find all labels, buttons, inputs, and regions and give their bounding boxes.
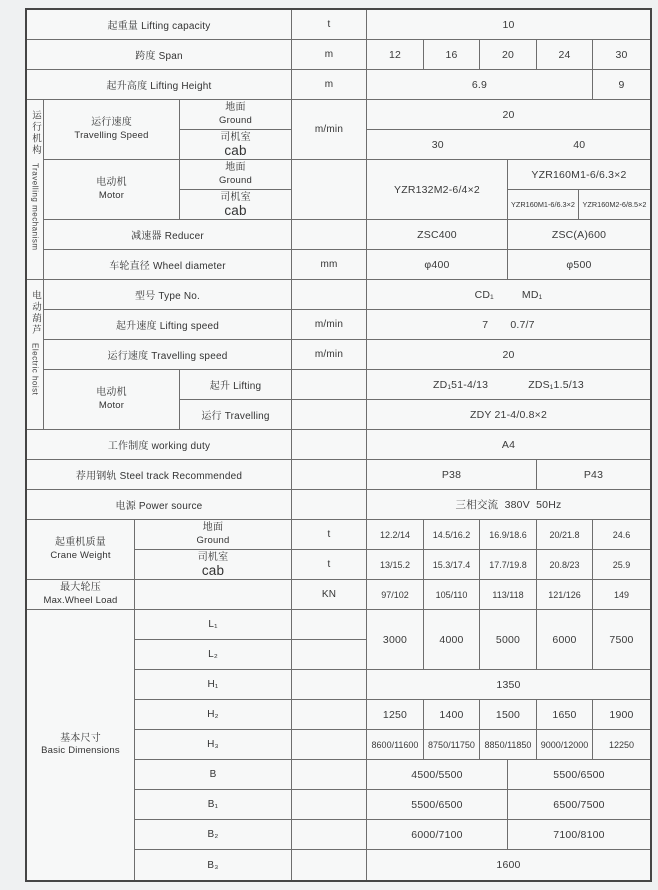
reducer-label: 减速器 Reducer	[44, 220, 292, 250]
type-unit-empty	[292, 280, 367, 310]
dim-h2-value: 1250	[367, 700, 424, 730]
cab-label: 司机室 cab	[180, 130, 292, 160]
span-unit: m	[292, 40, 367, 70]
reducer-unit-empty	[292, 220, 367, 250]
mech-motor-ground-right-value: YZR160M1-6/6.3×2	[508, 160, 650, 190]
dim-h1-value: 1350	[367, 670, 650, 700]
dim-h3-unit-empty	[292, 730, 367, 760]
lifting-speed-b: 0.7/7	[510, 318, 535, 331]
wheel-diameter-left: φ400	[367, 250, 508, 280]
steel-track-label: 荐用钢轨 Steel track Recommended	[27, 460, 292, 490]
power-source-unit-empty	[292, 490, 367, 520]
span-value: 24	[537, 40, 593, 70]
span-value: 16	[424, 40, 480, 70]
height-label: 起升高度 Lifting Height	[27, 70, 292, 100]
dim-b3-value: 1600	[496, 859, 521, 871]
span-value: 30	[593, 40, 650, 70]
dim-b3-unit-empty	[292, 850, 367, 880]
crane-weight-ground-value: 12.2/14	[367, 520, 424, 550]
dim-h3-label: H₃	[135, 730, 292, 760]
crane-weight-cab-value: 17.7/19.8	[480, 550, 537, 580]
max-wheel-load-value: 149	[593, 580, 650, 610]
power-source-value: 三相交流 380V 50Hz	[367, 490, 650, 520]
crane-weight-cab-value: 25.9	[593, 550, 650, 580]
travelling-speed-label: 运行速度 Travelling Speed	[44, 100, 180, 160]
lifting-speed-values	[367, 310, 650, 340]
crane-spec-table	[25, 8, 652, 882]
max-wheel-load-label: 最大轮压 Max.Wheel Load	[27, 580, 135, 610]
section-travelling-mechanism	[27, 100, 44, 280]
type-label: 型号 Type No.	[44, 280, 292, 310]
dim-b2-unit-empty	[292, 820, 367, 850]
crane-weight-ground-unit: t	[292, 520, 367, 550]
dim-l2-unit-empty	[292, 640, 367, 670]
dim-h2-value: 1400	[424, 700, 480, 730]
section-label-cn: 电动葫芦	[30, 290, 41, 336]
span-value: 12	[367, 40, 424, 70]
max-wheel-load-sub-empty	[135, 580, 292, 610]
hoist-motor-unit-empty	[292, 400, 367, 430]
height-value-30m: 9	[593, 70, 650, 100]
crane-weight-label: 起重机质量 Crane Weight	[27, 520, 135, 580]
ground-label: 地面 Ground	[180, 100, 292, 130]
travelling-speed-ground-value: 20	[367, 100, 650, 130]
section-label-en: Travelling mechanism	[30, 163, 40, 251]
crane-weight-ground-value: 14.5/16.2	[424, 520, 480, 550]
dim-h3-value: 9000/12000	[537, 730, 593, 760]
wheel-diameter-label: 车轮直径 Wheel diameter	[44, 250, 292, 280]
wheel-diameter-right: φ500	[508, 250, 650, 280]
lifting-speed-a: 7	[482, 318, 489, 331]
hoist-motor-lifting-b: ZDS₁1.5/13	[528, 378, 584, 391]
steel-track-left: P38	[367, 460, 537, 490]
dim-l2-label: L₂	[135, 640, 292, 670]
ground-label: 地面 Ground	[180, 160, 292, 190]
steel-track-unit-empty	[292, 460, 367, 490]
dim-l1-unit-empty	[292, 610, 367, 640]
dim-h2-unit-empty	[292, 700, 367, 730]
crane-weight-cab-value: 20.8/23	[537, 550, 593, 580]
working-duty-unit-empty	[292, 430, 367, 460]
dim-l-value: 5000	[480, 610, 537, 670]
working-duty-label: 工作制度 working duty	[27, 430, 292, 460]
dim-b-left: 4500/5500	[367, 760, 508, 790]
dim-l1-label: L₁	[135, 610, 292, 640]
reducer-right-value: ZSC(A)600	[508, 220, 650, 250]
dim-h2-value: 1500	[480, 700, 537, 730]
dim-h2-value: 1650	[537, 700, 593, 730]
dim-b2-right: 7100/8100	[508, 820, 650, 850]
capacity-value: 10	[367, 10, 650, 40]
dim-b3-label: B₃	[135, 850, 292, 880]
working-duty-value: A4	[367, 430, 650, 460]
dim-h2-label: H₂	[135, 700, 292, 730]
travelling-speed-unit: m/min	[292, 100, 367, 160]
travelling-speed-cab-values	[367, 130, 650, 160]
dim-b1-label: B₁	[135, 790, 292, 820]
hoist-motor-travelling-label: 运行 Travelling	[180, 400, 292, 430]
dim-h3-value: 8750/11750	[424, 730, 480, 760]
cab-speed-right: 40	[573, 138, 586, 151]
type-value-b: MD₁	[521, 288, 543, 301]
hoist-motor-lifting-values	[367, 370, 650, 400]
mech-motor-left-value: YZR132M2-6/4×2	[367, 160, 508, 220]
dim-h1-unit-empty	[292, 670, 367, 700]
lifting-speed-unit: m/min	[292, 310, 367, 340]
type-values	[367, 280, 650, 310]
hoist-travelling-speed-unit: m/min	[292, 340, 367, 370]
steel-track-right: P43	[537, 460, 650, 490]
dim-l-value: 7500	[593, 610, 650, 670]
span-value: 20	[480, 40, 537, 70]
mech-motor-cab-value-a: YZR160M1-6/6.3×2	[508, 190, 579, 220]
section-electric-hoist	[27, 280, 44, 430]
basic-dimensions-label: 基本尺寸 Basic Dimensions	[27, 610, 135, 880]
dim-l-value: 6000	[537, 610, 593, 670]
reducer-left-value: ZSC400	[367, 220, 508, 250]
hoist-motor-label: 电动机 Motor	[44, 370, 180, 430]
lifting-speed-label: 起升速度 Lifting speed	[44, 310, 292, 340]
dim-h3-value: 8850/11850	[480, 730, 537, 760]
hoist-motor-lifting-a: ZD₁51-4/13	[433, 378, 489, 391]
dim-b-label: B	[135, 760, 292, 790]
max-wheel-load-unit: KN	[292, 580, 367, 610]
cab-speed-left: 30	[431, 138, 444, 151]
dim-b-unit-empty	[292, 760, 367, 790]
mech-motor-unit-empty	[292, 160, 367, 220]
dim-h3-value: 8600/11600	[367, 730, 424, 760]
hoist-motor-travelling-value: ZDY 21-4/0.8×2	[367, 400, 650, 430]
max-wheel-load-value: 97/102	[367, 580, 424, 610]
dim-b1-right: 6500/7500	[508, 790, 650, 820]
section-label-en: Electric hoist	[30, 343, 40, 396]
type-value-a: CD₁	[474, 288, 494, 301]
crane-weight-ground-value: 20/21.8	[537, 520, 593, 550]
crane-weight-cab-value: 13/15.2	[367, 550, 424, 580]
crane-weight-ground-value: 16.9/18.6	[480, 520, 537, 550]
crane-weight-cab-value: 15.3/17.4	[424, 550, 480, 580]
mech-motor-cab-value-b: YZR160M2-6/8.5×2	[579, 190, 650, 220]
hoist-travelling-speed-value: 20	[367, 340, 650, 370]
dim-b2-left: 6000/7100	[367, 820, 508, 850]
dim-b2-label: B₂	[135, 820, 292, 850]
section-label-cn: 运行机构	[30, 110, 41, 156]
capacity-label: 起重量 Lifting capacity	[27, 10, 292, 40]
dim-b1-unit-empty	[292, 790, 367, 820]
dim-b1-left: 5500/6500	[367, 790, 508, 820]
ground-label: 地面 Ground	[135, 520, 292, 550]
mech-motor-label: 电动机 Motor	[44, 160, 180, 220]
dim-b-right: 5500/6500	[508, 760, 650, 790]
hoist-motor-lifting-label: 起升 Lifting	[180, 370, 292, 400]
max-wheel-load-value: 105/110	[424, 580, 480, 610]
max-wheel-load-value: 113/118	[480, 580, 537, 610]
wheel-diameter-unit: mm	[292, 250, 367, 280]
dim-h1-label: H₁	[135, 670, 292, 700]
capacity-unit: t	[292, 10, 367, 40]
crane-weight-ground-value: 24.6	[593, 520, 650, 550]
cab-label: 司机室 cab	[135, 550, 292, 580]
hoist-travelling-speed-label: 运行速度 Travelling speed	[44, 340, 292, 370]
cab-label: 司机室 cab	[180, 190, 292, 220]
power-source-label: 电源 Power source	[27, 490, 292, 520]
dim-l-value: 4000	[424, 610, 480, 670]
max-wheel-load-value: 121/126	[537, 580, 593, 610]
span-label: 跨度 Span	[27, 40, 292, 70]
dim-h3-value: 12250	[593, 730, 650, 760]
height-unit: m	[292, 70, 367, 100]
dim-h2-value: 1900	[593, 700, 650, 730]
dim-l-value: 3000	[367, 610, 424, 670]
height-value-main: 6.9	[367, 70, 593, 100]
crane-weight-cab-unit: t	[292, 550, 367, 580]
hoist-motor-unit-empty	[292, 370, 367, 400]
